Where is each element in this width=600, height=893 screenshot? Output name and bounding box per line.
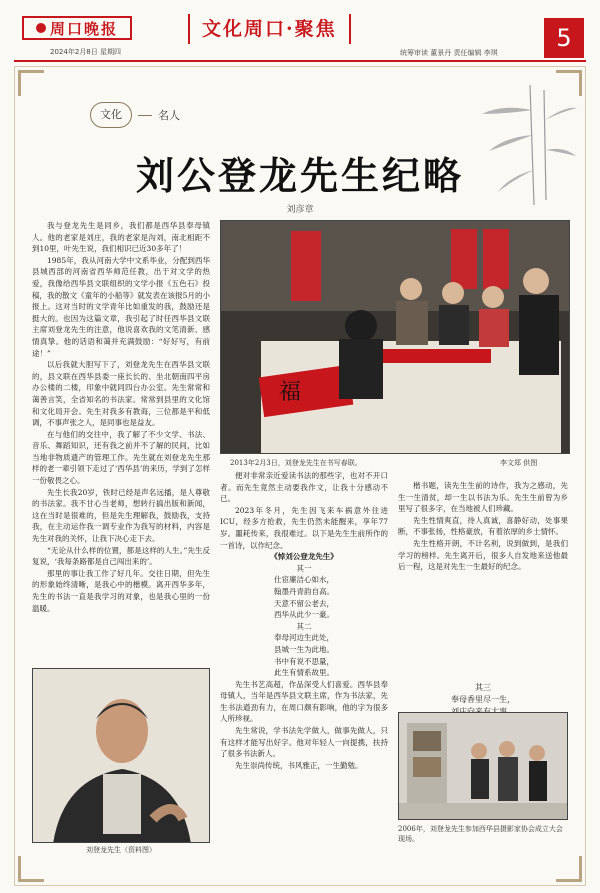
poem-line: 此生有情系故里。 xyxy=(274,668,334,678)
paragraph: 先生性格开朗，不计名利，说到做到，是我们学习的榜样。先生离开后，很多人自发地来送他最后一程，这是对先生一生最好的纪念。 xyxy=(398,538,568,572)
main-photo-caption: 2013年2月3日，刘登龙先生在书写春联。 xyxy=(230,459,362,467)
poem-line: 天意不留公老去， xyxy=(274,598,334,608)
column-tag-left: 文化 xyxy=(90,102,132,128)
section-title: 文化周口·聚焦 xyxy=(188,14,351,44)
issue-date: 2024年2月8日 星期四 xyxy=(50,48,121,56)
poem-line: 仕宦廉洁心如水， xyxy=(274,575,334,585)
column-tag-right: 名人 xyxy=(158,109,180,122)
frame-corner-ornament xyxy=(18,856,44,882)
editor-credits: 统筹审读 董景丹 责任编辑 李琪 xyxy=(400,49,498,57)
main-photo-credit: 李文郑 供图 xyxy=(500,459,538,467)
poem-title: 《悼刘公登龙先生》 xyxy=(270,552,338,562)
calligraphy-scene-image xyxy=(221,221,570,454)
paragraph: 那里的事让我工作了好几年。交往日期，但先生的形象始终清晰，是我心中的楷模。离开西华多年，先生的书法一直是我学习的对象，也是我心里的一份温暖。 xyxy=(32,568,210,613)
event-photo xyxy=(398,712,568,820)
page-number: 5 xyxy=(544,18,584,58)
masthead-rule xyxy=(14,60,586,62)
paragraph: 先生崇尚传统，书风雅正，一生勤勉。 xyxy=(235,760,363,770)
byline: 刘彦章 xyxy=(286,205,314,215)
paragraph: 在与他们的交往中，我了解了不少文学、书法、音乐、舞蹈知识，还有我之前并不了解的民间，比如当地非物质遗产的管理工作。先生就在刘登龙先生那样的老一辈引领下走过了‘西华县’的来历，学到了怎样一份敬畏之心。 xyxy=(32,429,210,486)
logo-text: 周口晚报 xyxy=(49,19,118,38)
poem-label: 其一 xyxy=(296,563,312,573)
paragraph: 先生常说，学书法先学做人，做事先做人，只有这样才能写出好字。他对年轻人一向提携，扶持了很多书法新人。 xyxy=(220,726,388,759)
event-scene-image xyxy=(399,713,568,820)
paragraph: 2023年冬月，先生因飞来车祸意外住进ICU，经多方抢救，先生仍然未能醒来，享年77岁。噩耗传来，我很难过。以下是先生生前所作的一首诗，以作纪念。 xyxy=(220,505,388,550)
portrait-photo xyxy=(32,668,210,843)
paragraph: 先生书艺高超，作品深受人们喜爱。西华县奉母镇人，当年是西华县文联主席，作为书法家，先生书法遒劲有力，在周口颇有影响，他的字为很多人所珍视。 xyxy=(220,679,388,724)
paragraph: 先生性情爽直，待人真诚，喜静好动，处事果断，不事张扬，性格豪放，有着浓厚的乡土情怀。 xyxy=(398,515,568,537)
calligraphy-photo xyxy=(220,220,570,454)
paragraph: 便对非常亲近爱读书法的那些字，也对不开口者。而先生竟然主动要我作文，让我十分感动不已。 xyxy=(220,471,388,504)
masthead xyxy=(0,0,600,60)
poem-line: 书中有说不思量， xyxy=(274,656,334,666)
frame-corner-ornament xyxy=(18,70,44,96)
paragraph: 1985年，我从河南大学中文系毕业，分配到西华县城西部的河南省西华师范任教，出于对文学的热爱，我像给西华县文联组织的文学小报《五色石》投稿，我的散文《童年的小船等》就发表在该报5月的小报上。这对当时的文学青年比如重发的我，鼓励还是挺大的。也因为这篇文章，我引起了时任西华县文联主席刘登龙先生的注意，他说喜欢我的文笔清新、感情真挚。他的话语和蔼并充满鼓励：“好好写，有前途！” xyxy=(32,255,210,358)
frame-corner-ornament xyxy=(556,856,582,882)
paragraph: 我与登龙先生是同乡，我们都是西华县奉母镇人。他的老家是刘庄，我的老家是沟刘，南北相距不到10里，叶先生说，我们相识已近30多年了！ xyxy=(32,221,210,254)
poem-line: 翰墨丹青韵自高。 xyxy=(274,586,334,596)
paragraph: “无论从什么样的位置，都是这样的人生。”先生反复说，‘我每条路都是自己闯出来的’。 xyxy=(32,545,210,567)
paragraph: 楷书题，读先生生前的诗作，我为之感动，先生一生清贫，却一生以书法为乐。先生生前曾为乡里写了很多字，在当地被人们珍藏。 xyxy=(398,481,568,514)
newspaper-logo xyxy=(22,16,132,40)
headline: 刘公登龙先生纪略 xyxy=(135,153,464,198)
paragraph: 以后我就大胆写下了，刘登龙先生在西华县文联的，县文联在西华县委一座长长的、坐北朝南四平房办公楼的二楼，印象中就同四台办公室。先生常常和蔼善言笑，全省知名的书法家。常常到县里的文化馆和文化局开会。先生对我多有教诲，三位都是平和低调，不事声张之人，是同事也是益友。 xyxy=(32,360,210,428)
poem-line: 奉母河边生此处， xyxy=(274,633,334,643)
poem-label: 其二 xyxy=(296,621,312,631)
poem-line: 县城一生为此地。 xyxy=(274,644,334,654)
article-column-3 xyxy=(398,480,568,680)
divider xyxy=(138,115,152,116)
article-column-2 xyxy=(220,470,388,870)
paragraph: 先生长我20岁，铁时已经是声名远播，是人尊敬的书法家。我不甘心当老师，想转行搞出版和新闻，这在当时是很难的，但是先生理解我，鼓励我，支持我，在主动运作我一调专业作为我写的材料，内容是先生对我的关怀，让我下决心走下去。 xyxy=(32,487,210,544)
poem-line: 奉母香里尽一生， xyxy=(451,695,515,704)
event-photo-caption: 2006年，刘登龙先生参加西华县摄影家协会成立大会现场。 xyxy=(398,825,563,843)
portrait-image xyxy=(33,669,210,843)
svg-text:福: 福 xyxy=(279,380,302,405)
poem-line: 西华从此少一豪。 xyxy=(274,610,334,620)
portrait-caption: 刘登龙先生（资料图） xyxy=(86,846,156,854)
poem-label: 其三 xyxy=(475,683,491,692)
column-tag xyxy=(90,104,180,126)
logo-mark-icon xyxy=(36,23,46,33)
article-column-1 xyxy=(32,220,210,660)
